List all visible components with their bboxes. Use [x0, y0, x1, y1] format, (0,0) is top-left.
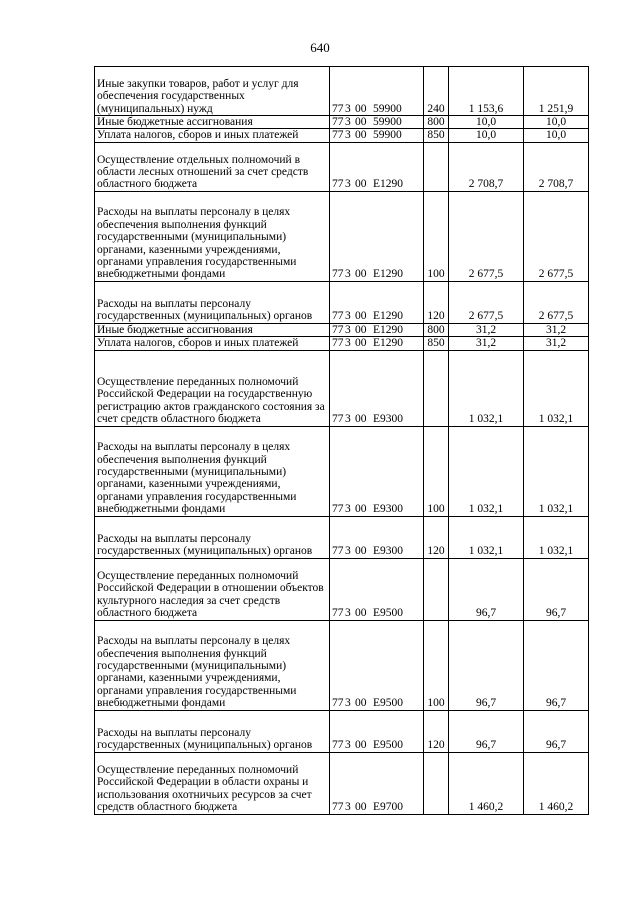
row-value-1: 10,0 — [449, 129, 524, 142]
row-value-2: 1 251,9 — [524, 67, 589, 116]
code-part-3: 00 — [355, 607, 367, 620]
code-part-1: 77 — [332, 129, 344, 142]
code-part-2: 3 — [345, 337, 351, 350]
code-part-1: 77 — [332, 801, 344, 814]
row-name: Осуществление переданных полномочий Российской Федерации в области охраны и использования охотничьих ресурсов за счет средств областного бюджета — [95, 752, 330, 814]
code-part-1: 77 — [332, 739, 344, 752]
row-name: Расходы на выплаты персоналу в целях обеспечения выполнения функций государственными (муниципальными) органами, казенными учреждениями, органами управления государственными внебюджетными фондами — [95, 191, 330, 281]
row-value-1: 1 032,1 — [449, 350, 524, 426]
code-part-3: 00 — [355, 545, 367, 558]
table-row — [95, 710, 589, 752]
row-value-2: 31,2 — [524, 337, 589, 350]
page-number: 640 — [310, 40, 330, 55]
code-part-2: 3 — [345, 801, 351, 814]
row-code — [330, 558, 424, 620]
code-part-1: 77 — [332, 413, 344, 426]
code-part-3: 00 — [355, 697, 367, 710]
code-part-1: 77 — [332, 178, 344, 191]
code-part-1: 77 — [332, 323, 344, 336]
row-value-1: 2 677,5 — [449, 191, 524, 281]
row-value-2: 1 032,1 — [524, 516, 589, 558]
table-row — [95, 337, 589, 350]
table-row — [95, 191, 589, 281]
code-part-4: E1290 — [373, 178, 404, 191]
row-name: Уплата налогов, сборов и иных платежей — [95, 337, 330, 350]
row-code — [330, 516, 424, 558]
row-code — [330, 281, 424, 323]
row-value-1: 1 032,1 — [449, 426, 524, 516]
table-row — [95, 142, 589, 191]
row-value-2: 1 032,1 — [524, 426, 589, 516]
code-part-4: E1290 — [373, 310, 404, 323]
row-name: Расходы на выплаты персоналу государственных (муниципальных) органов — [95, 281, 330, 323]
row-value-1: 31,2 — [449, 323, 524, 336]
code-part-4: E9700 — [373, 801, 404, 814]
code-part-2: 3 — [345, 310, 351, 323]
code-part-2: 3 — [345, 697, 351, 710]
row-name: Иные бюджетные ассигнования — [95, 323, 330, 336]
table-row — [95, 281, 589, 323]
code-part-3: 00 — [355, 178, 367, 191]
row-expense-type: 850 — [424, 337, 449, 350]
row-value-2: 10,0 — [524, 116, 589, 129]
row-expense-type: 240 — [424, 67, 449, 116]
row-value-2: 96,7 — [524, 710, 589, 752]
code-part-3: 00 — [355, 310, 367, 323]
code-part-3: 00 — [355, 129, 367, 142]
row-value-1: 96,7 — [449, 558, 524, 620]
row-name: Уплата налогов, сборов и иных платежей — [95, 129, 330, 142]
table-row — [95, 620, 589, 710]
row-code — [330, 116, 424, 129]
row-value-2: 31,2 — [524, 323, 589, 336]
table-row — [95, 558, 589, 620]
row-value-1: 10,0 — [449, 116, 524, 129]
code-part-4: E9500 — [373, 607, 404, 620]
row-expense-type: 100 — [424, 191, 449, 281]
row-expense-type: 120 — [424, 710, 449, 752]
code-part-1: 77 — [332, 607, 344, 620]
table-body — [95, 67, 589, 815]
code-part-2: 3 — [345, 178, 351, 191]
table-row — [95, 426, 589, 516]
code-part-1: 77 — [332, 116, 344, 128]
row-name: Расходы на выплаты персоналу в целях обеспечения выполнения функций государственными (муниципальными) органами, казенными учреждениями, органами управления государственными внебюджетными фондами — [95, 620, 330, 710]
budget-table — [94, 66, 589, 815]
code-part-1: 77 — [332, 268, 344, 281]
row-code — [330, 67, 424, 116]
table-row — [95, 516, 589, 558]
code-part-4: E9500 — [373, 697, 404, 710]
row-expense-type: 800 — [424, 323, 449, 336]
row-expense-type — [424, 350, 449, 426]
code-part-2: 3 — [345, 323, 351, 336]
row-code — [330, 191, 424, 281]
code-part-4: 59900 — [373, 102, 402, 115]
row-code — [330, 752, 424, 814]
row-value-1: 31,2 — [449, 337, 524, 350]
row-name: Расходы на выплаты персоналу государственных (муниципальных) органов — [95, 710, 330, 752]
row-expense-type: 120 — [424, 516, 449, 558]
row-value-1: 96,7 — [449, 710, 524, 752]
code-part-2: 3 — [345, 413, 351, 426]
row-name: Расходы на выплаты персоналу государственных (муниципальных) органов — [95, 516, 330, 558]
code-part-4: 59900 — [373, 116, 402, 128]
row-name: Иные закупки товаров, работ и услуг для обеспечения государственных (муниципальных) нужд — [95, 67, 330, 116]
row-expense-type — [424, 752, 449, 814]
code-part-4: E1290 — [373, 337, 404, 350]
row-code — [330, 426, 424, 516]
table-row — [95, 323, 589, 336]
row-value-2: 1 460,2 — [524, 752, 589, 814]
code-part-3: 00 — [355, 116, 367, 128]
code-part-1: 77 — [332, 310, 344, 323]
code-part-1: 77 — [332, 503, 344, 516]
row-name: Осуществление отдельных полномочий в области лесных отношений за счет средств областного бюджета — [95, 142, 330, 191]
code-part-1: 77 — [332, 337, 344, 350]
table-row — [95, 350, 589, 426]
table-row — [95, 116, 589, 129]
row-code — [330, 129, 424, 142]
code-part-1: 77 — [332, 102, 344, 115]
row-name: Осуществление переданных полномочий Российской Федерации на государственную регистрацию актов гражданского состояния за счет средств областного бюджета — [95, 350, 330, 426]
row-name: Иные бюджетные ассигнования — [95, 116, 330, 129]
code-part-2: 3 — [345, 268, 351, 281]
row-value-1: 1 460,2 — [449, 752, 524, 814]
code-part-3: 00 — [355, 503, 367, 516]
code-part-2: 3 — [345, 116, 351, 128]
code-part-4: E9300 — [373, 503, 404, 516]
row-value-2: 2 677,5 — [524, 281, 589, 323]
row-value-2: 96,7 — [524, 620, 589, 710]
row-code — [330, 350, 424, 426]
row-value-2: 2 677,5 — [524, 191, 589, 281]
row-expense-type: 100 — [424, 620, 449, 710]
code-part-3: 00 — [355, 739, 367, 752]
code-part-2: 3 — [345, 545, 351, 558]
row-value-2: 96,7 — [524, 558, 589, 620]
row-value-1: 96,7 — [449, 620, 524, 710]
code-part-3: 00 — [355, 337, 367, 350]
code-part-3: 00 — [355, 413, 367, 426]
code-part-1: 77 — [332, 697, 344, 710]
row-code — [330, 620, 424, 710]
code-part-4: E9300 — [373, 545, 404, 558]
row-value-2: 10,0 — [524, 129, 589, 142]
row-value-1: 2 677,5 — [449, 281, 524, 323]
code-part-1: 77 — [332, 545, 344, 558]
code-part-3: 00 — [355, 268, 367, 281]
code-part-4: E1290 — [373, 268, 404, 281]
row-code — [330, 323, 424, 336]
code-part-2: 3 — [345, 102, 351, 115]
row-value-1: 1 032,1 — [449, 516, 524, 558]
code-part-2: 3 — [345, 129, 351, 142]
code-part-3: 00 — [355, 102, 367, 115]
code-part-4: E9300 — [373, 413, 404, 426]
row-name: Расходы на выплаты персоналу в целях обеспечения выполнения функций государственными (муниципальными) органами, казенными учреждениями, органами управления государственными внебюджетными фондами — [95, 426, 330, 516]
row-expense-type: 100 — [424, 426, 449, 516]
row-value-2: 2 708,7 — [524, 142, 589, 191]
row-value-2: 1 032,1 — [524, 350, 589, 426]
row-value-1: 2 708,7 — [449, 142, 524, 191]
table-row — [95, 67, 589, 116]
row-expense-type: 850 — [424, 129, 449, 142]
row-expense-type: 120 — [424, 281, 449, 323]
code-part-4: E1290 — [373, 323, 404, 336]
code-part-3: 00 — [355, 801, 367, 814]
row-expense-type — [424, 558, 449, 620]
code-part-2: 3 — [345, 607, 351, 620]
table-row — [95, 129, 589, 142]
row-value-1: 1 153,6 — [449, 67, 524, 116]
row-name: Осуществление переданных полномочий Российской Федерации в отношении объектов культурного наследия за счет средств областного бюджета — [95, 558, 330, 620]
code-part-4: 59900 — [373, 129, 402, 142]
row-expense-type — [424, 142, 449, 191]
code-part-4: E9500 — [373, 739, 404, 752]
row-code — [330, 142, 424, 191]
row-code — [330, 710, 424, 752]
code-part-2: 3 — [345, 739, 351, 752]
code-part-3: 00 — [355, 323, 367, 336]
code-part-2: 3 — [345, 503, 351, 516]
table-row — [95, 752, 589, 814]
row-code — [330, 337, 424, 350]
row-expense-type: 800 — [424, 116, 449, 129]
